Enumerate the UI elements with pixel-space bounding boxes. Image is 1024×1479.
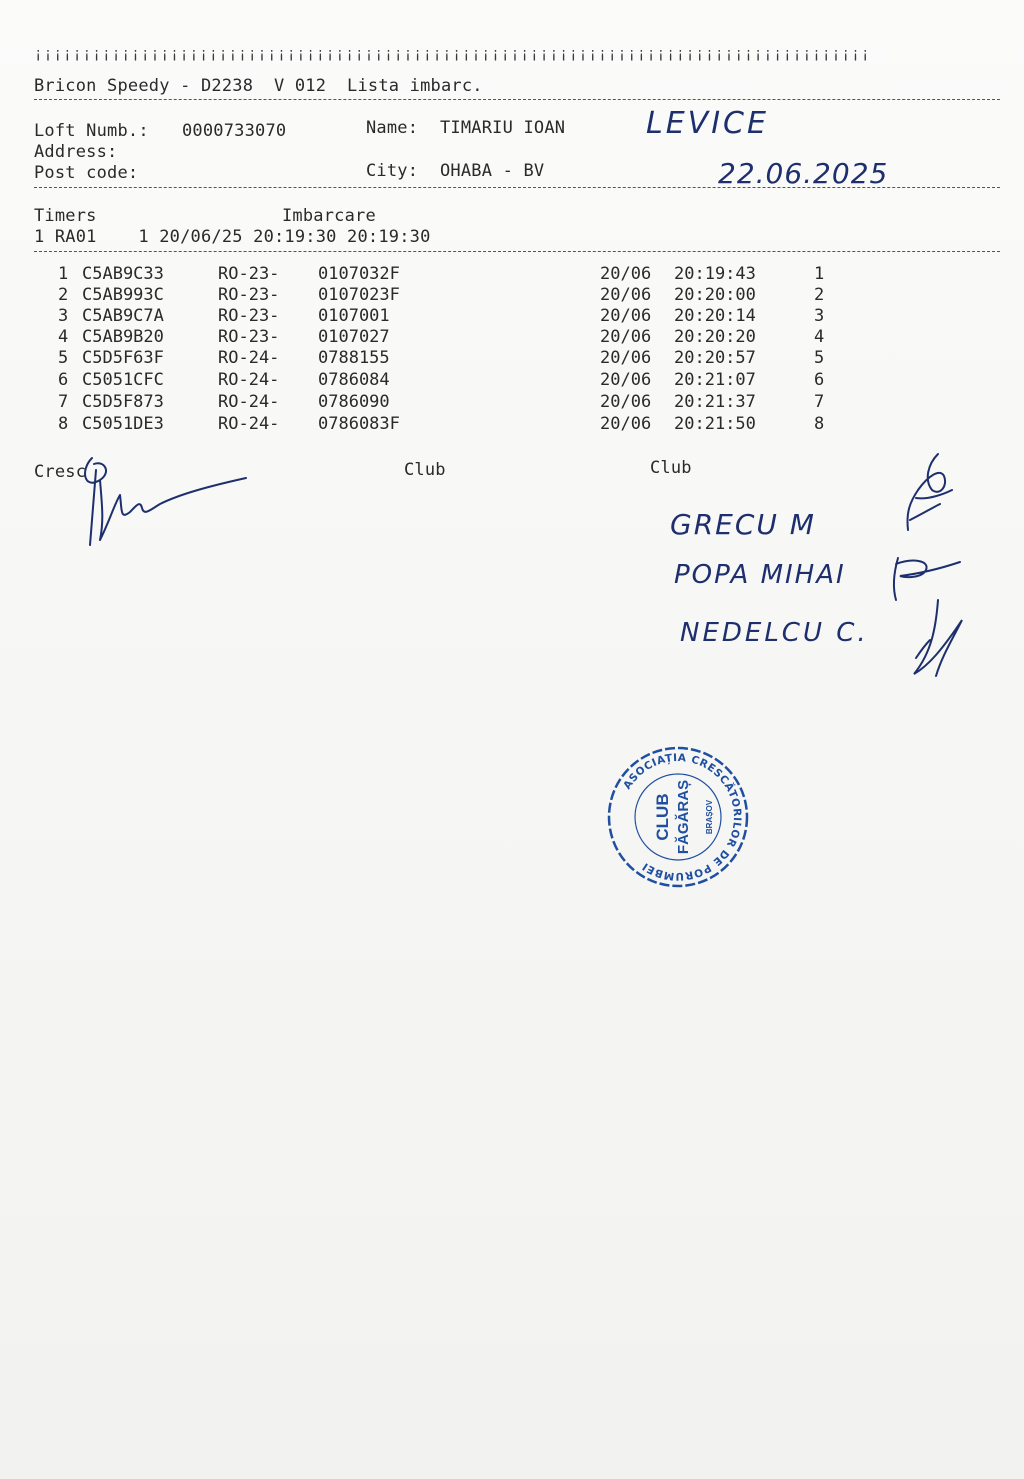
ring-prefix: RO-23-: [218, 285, 280, 305]
position-number: 6: [814, 370, 825, 390]
club-member-name: POPA MIHAI: [674, 560, 846, 590]
basket-date: 20/06: [600, 306, 652, 326]
imbarcare-label: Imbarcare: [282, 206, 376, 226]
table-row: [0, 370, 1024, 391]
chip-id: C5AB9B20: [82, 327, 164, 347]
club-member-signature: [902, 596, 982, 686]
address-label: Address:: [34, 142, 118, 162]
timers-label: Timers: [34, 206, 97, 226]
timer-line: 1 RA01 1 20/06/25 20:19:30 20:19:30: [34, 227, 431, 247]
ring-prefix: RO-24-: [218, 348, 280, 368]
table-row: [0, 327, 1024, 348]
row-number: 2: [58, 285, 69, 305]
fancier-signature: [70, 450, 250, 550]
loft-number: 0000733070: [182, 121, 287, 141]
ring-prefix: RO-24-: [218, 392, 280, 412]
table-row: [0, 285, 1024, 306]
stamp-ring-text: ASOCIAȚIA CRESCĂTORILOR DE PORUMBEI: [621, 751, 744, 883]
table-row: [0, 414, 1024, 435]
city-value: OHABA - BV: [440, 161, 545, 181]
table-row: [0, 392, 1024, 413]
position-number: 3: [814, 306, 825, 326]
ring-number: 0786084: [318, 370, 390, 390]
basket-time: 20:19:43: [674, 264, 756, 284]
basket-time: 20:20:00: [674, 285, 756, 305]
club-signature-label: Club: [650, 458, 692, 478]
name-label: Name:: [366, 118, 419, 138]
basket-date: 20/06: [600, 285, 652, 305]
loft-number-label: Loft Numb.:: [34, 121, 149, 141]
table-row: [0, 306, 1024, 327]
position-number: 2: [814, 285, 825, 305]
basket-time: 20:21:50: [674, 414, 756, 434]
row-number: 5: [58, 348, 69, 368]
row-number: 8: [58, 414, 69, 434]
basket-time: 20:21:07: [674, 370, 756, 390]
ring-number: 0788155: [318, 348, 390, 368]
chip-id: C5051DE3: [82, 414, 164, 434]
handwritten-date: 22.06.2025: [718, 157, 889, 190]
chip-id: C5D5F873: [82, 392, 164, 412]
stamp-side-text: BRAȘOV: [705, 799, 714, 835]
chip-id: C5AB993C: [82, 285, 164, 305]
basket-date: 20/06: [600, 327, 652, 347]
ring-prefix: RO-24-: [218, 414, 280, 434]
stamp-center-text: CLUB: [653, 793, 672, 841]
postcode-label: Post code:: [34, 163, 139, 183]
position-number: 8: [814, 414, 825, 434]
handwritten-location: LEVICE: [646, 106, 769, 141]
chip-id: C5D5F63F: [82, 348, 164, 368]
basket-time: 20:20:57: [674, 348, 756, 368]
basket-time: 20:20:20: [674, 327, 756, 347]
ring-prefix: RO-23-: [218, 306, 280, 326]
chip-id: C5AB9C33: [82, 264, 164, 284]
basket-date: 20/06: [600, 414, 652, 434]
position-number: 5: [814, 348, 825, 368]
stamp-center-text: FĂGĂRAȘ: [675, 779, 692, 855]
row-number: 6: [58, 370, 69, 390]
ring-prefix: RO-24-: [218, 370, 280, 390]
basket-date: 20/06: [600, 370, 652, 390]
row-number: 7: [58, 392, 69, 412]
row-number: 4: [58, 327, 69, 347]
club-member-name: GRECU M: [670, 508, 816, 541]
basket-time: 20:20:14: [674, 306, 756, 326]
ring-number: 0786083F: [318, 414, 400, 434]
ring-number: 0107032F: [318, 264, 400, 284]
row-number: 1: [58, 264, 69, 284]
club-member-signature: [888, 450, 978, 540]
fancier-signature-label: Cresc: [34, 462, 87, 482]
row-number: 3: [58, 306, 69, 326]
position-number: 1: [814, 264, 825, 284]
ring-number: 0107001: [318, 306, 390, 326]
chip-id: C5AB9C7A: [82, 306, 164, 326]
position-number: 7: [814, 392, 825, 412]
ring-number: 0107027: [318, 327, 390, 347]
divider: [34, 99, 1000, 100]
basket-date: 20/06: [600, 264, 652, 284]
position-number: 4: [814, 327, 825, 347]
basket-time: 20:21:37: [674, 392, 756, 412]
table-row: [0, 264, 1024, 285]
club-stamp: [606, 745, 750, 889]
basket-date: 20/06: [600, 348, 652, 368]
divider: [34, 187, 1000, 188]
basket-date: 20/06: [600, 392, 652, 412]
perforation-edge: ¡¡¡¡¡¡¡¡¡¡¡¡¡¡¡¡¡¡¡¡¡¡¡¡¡¡¡¡¡¡¡¡¡¡¡¡¡¡¡¡¡¡¡¡¡¡¡¡¡¡¡¡¡¡¡¡¡¡¡¡¡¡¡¡¡¡¡¡¡¡¡¡¡¡¡¡¡¡¡¡¡¡¡¡¡¡: [34, 46, 871, 62]
chip-id: C5051CFC: [82, 370, 164, 390]
ring-number: 0786090: [318, 392, 390, 412]
divider: [34, 251, 1000, 252]
document-title: Bricon Speedy - D2238 V 012 Lista imbarc.: [34, 76, 483, 96]
club-signature-label: Club: [404, 460, 446, 480]
ring-number: 0107023F: [318, 285, 400, 305]
club-member-name: NEDELCU C.: [680, 618, 869, 648]
fancier-name: TIMARIU IOAN: [440, 118, 566, 138]
city-label: City:: [366, 161, 419, 181]
table-row: [0, 348, 1024, 369]
ring-prefix: RO-23-: [218, 264, 280, 284]
ring-prefix: RO-23-: [218, 327, 280, 347]
